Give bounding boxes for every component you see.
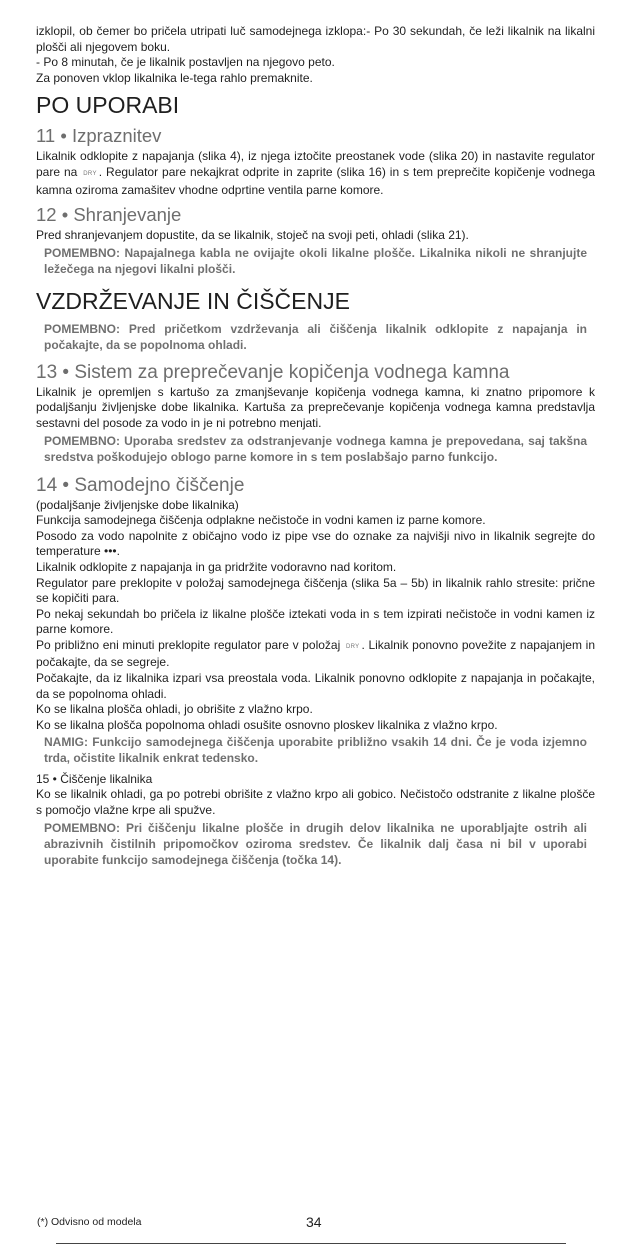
self-clean-paragraph: Regulator pare preklopite v položaj samodejnega čiščenja (slika 5a – 5b) in likalnik rahlo stresite: prične se kopičiti para. bbox=[36, 575, 595, 606]
self-clean-paragraph: Po približno eni minuti preklopite regulator pare v položaj DRY . Likalnik ponovno povežite z napajanjem in počakajte, da se segreje. bbox=[36, 637, 595, 670]
intro-paragraph: - Po 8 minutah, če je likalnik postavljen na njegovo peto. bbox=[36, 55, 335, 70]
steam-dry-symbol-icon: DRY bbox=[83, 170, 97, 177]
cleaning-paragraph: Ko se likalnik ohladi, ga po potrebi obrišite z vlažno krpo ali gobico. Nečistočo odstranite z likalne plošče s pomočjo vlažne krpe ali spužve. bbox=[36, 787, 595, 818]
self-clean-paragraph: Ko se likalna plošča popolnoma ohladi osušite osnovno ploskev likalnika z vlažno krpo. bbox=[36, 717, 498, 732]
subsection-heading-cleaning: 15 • Čiščenje likalnika bbox=[36, 772, 153, 787]
self-clean-paragraph: Likalnik odklopite z napajanja in ga pridržite vodoravno nad koritom. bbox=[36, 559, 397, 574]
intro-paragraph: Za ponoven vklop likalnika le-tega rahlo premaknite. bbox=[36, 70, 313, 85]
self-clean-paragraph: Ko se likalna plošča ohladi, jo obrišite z vlažno krpo. bbox=[36, 702, 313, 717]
anti-scale-paragraph: Likalnik je opremljen s kartušo za zmanjševanje kopičenja vodnega kamna, ki znatno pripomore k podaljšanju življenjske dobe likalnika. Kartuša za preprečevanje kopičenja vodnega kamna predstavlja sestavni del posode za vodo in je ni potrebno menjati. bbox=[36, 384, 595, 430]
steam-dry-symbol-icon: DRY bbox=[345, 643, 360, 650]
subsection-heading-storage: 12 • Shranjevanje bbox=[36, 204, 182, 226]
section-heading-maintenance: VZDRŽEVANJE IN ČIŠČENJE bbox=[36, 287, 350, 314]
manual-page bbox=[36, 24, 595, 868]
self-clean-paragraph: Funkcija samodejnega čiščenja odplakne nečistoče in vodni kamen iz parne komore. bbox=[36, 513, 486, 528]
self-clean-paragraph: Po nekaj sekundah bo pričela iz likalne plošče iztekati voda in s tem izpirati nečistoče in vodni kamen iz parne komore. bbox=[36, 606, 595, 637]
emptying-paragraph: Likalnik odklopite z napajanja (slika 4), iz njega iztočite preostanek vode (slika 20) in nastavite regulator pare na DRY . Regulator pare nekajkrat odprite in zaprite (slika 16) in s tem preprečite kopičenje vodnega kamna oziroma zamašitev vhodne odprtine ventila parne komore. bbox=[36, 149, 595, 197]
section-heading-after-use: PO UPORABI bbox=[36, 92, 180, 119]
footnote: (*) Odvisno od modela bbox=[37, 1216, 142, 1228]
cleaning-important-note: POMEMBNO: Pri čiščenju likalne plošče in drugih delov likalnika ne uporabljajte ostrih ali abrazivnih čistilnih pripomočkov oziroma sredstev. Če likalnik dalj časa ni bil v uporabi uporabite funkcijo samodejnega čiščenja (točka 14). bbox=[44, 820, 587, 867]
self-clean-paragraph: Počakajte, da iz likalnika izpari vsa preostala voda. Likalnik ponovno odklopite z napajanja in počakajte, da se popolnoma ohladi. bbox=[36, 671, 595, 701]
anti-scale-important-note: POMEMBNO: Uporaba sredstev za odstranjevanje vodnega kamna je prepovedana, saj takšna sredstva poškodujejo oblogo parne komore in s tem poslabšajo parno funkcijo. bbox=[44, 433, 587, 464]
subsection-heading-anti-scale: 13 • Sistem za preprečevanje kopičenja vodnega kamna bbox=[36, 361, 510, 383]
storage-important-note: POMEMBNO: Napajalnega kabla ne ovijajte okoli likalne plošče. Likalnika nikoli ne shranjujte ležečega na njegovi likalni plošči. bbox=[44, 245, 587, 276]
intro-paragraph: izklopil, ob čemer bo pričela utripati luč samodejnega izklopa:- Po 30 sekundah, če leži likalnik na likalni plošči ali njegovem boku. bbox=[36, 24, 595, 54]
storage-paragraph: Pred shranjevanjem dopustite, da se likalnik, stoječ na svoji peti, ohladi (slika 21). bbox=[36, 228, 469, 243]
self-clean-paragraph: Posodo za vodo napolnite z običajno vodo iz pipe vse do oznake za najvišji nivo in likalnik segrejte do temperature •••. bbox=[36, 528, 595, 559]
subsection-heading-self-clean: 14 • Samodejno čiščenje bbox=[36, 474, 245, 496]
self-clean-tip-note: NAMIG: Funkcijo samodejnega čiščenja uporabite približno vsakih 14 dni. Če je voda izjemno trda, očistite likalnik enkrat tedensko. bbox=[44, 735, 587, 766]
footer-divider bbox=[56, 1243, 566, 1244]
subsection-heading-emptying: 11 • Izpraznitev bbox=[36, 125, 162, 147]
page-number: 34 bbox=[306, 1214, 322, 1230]
maintenance-important-note: POMEMBNO: Pred pričetkom vzdrževanja ali čiščenja likalnik odklopite z napajanja in počakajte, da se popolnoma ohladi. bbox=[44, 321, 587, 352]
self-clean-paragraph: (podaljšanje življenjske dobe likalnika) bbox=[36, 497, 239, 512]
